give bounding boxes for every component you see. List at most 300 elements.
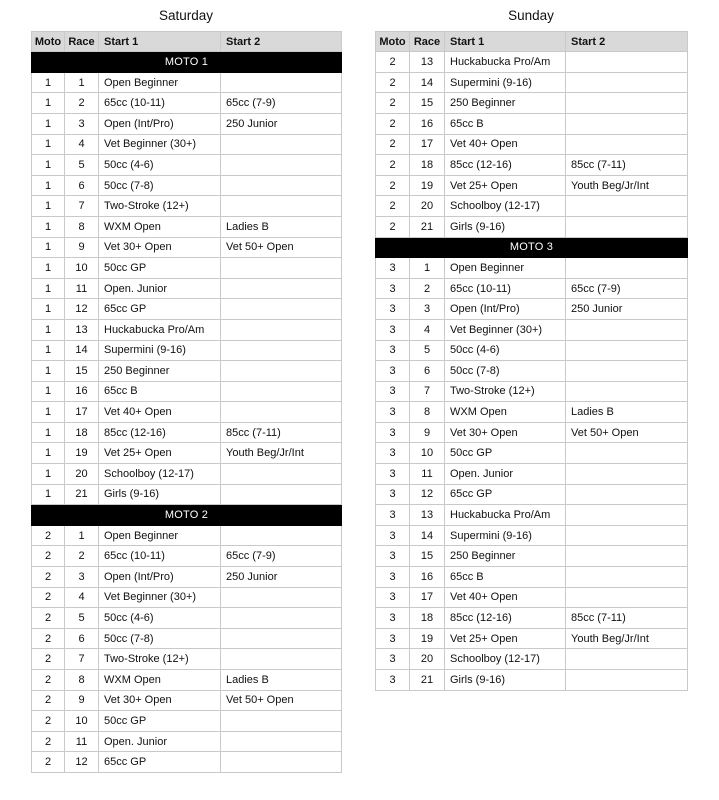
- table-row: [376, 608, 688, 629]
- moto-cell: 2: [32, 567, 65, 588]
- table-row: [376, 484, 688, 505]
- start-2-cell: [221, 608, 342, 629]
- moto-cell: 1: [32, 237, 65, 258]
- race-cell: 3: [410, 299, 445, 320]
- start-2-cell: [566, 484, 688, 505]
- moto-cell: 2: [32, 711, 65, 732]
- table-row: [376, 443, 688, 464]
- moto-cell: 3: [376, 443, 410, 464]
- start-2-cell: [221, 525, 342, 546]
- header-row: [32, 32, 342, 52]
- race-cell: 20: [410, 649, 445, 670]
- start-1-cell: Vet 25+ Open: [445, 175, 566, 196]
- start-1-cell: WXM Open: [99, 216, 221, 237]
- moto-cell: 3: [376, 587, 410, 608]
- moto-section-label: MOTO 2: [32, 505, 342, 526]
- race-cell: 12: [65, 299, 99, 320]
- moto-cell: 3: [376, 258, 410, 279]
- moto-cell: 1: [32, 422, 65, 443]
- moto-cell: 3: [376, 381, 410, 402]
- moto-cell: 2: [376, 175, 410, 196]
- start-2-cell: [566, 670, 688, 691]
- moto-cell: 3: [376, 649, 410, 670]
- race-cell: 3: [65, 567, 99, 588]
- table-row: [32, 93, 342, 114]
- moto-cell: 2: [376, 93, 410, 114]
- start-2-cell: [221, 752, 342, 773]
- moto-cell: 1: [32, 196, 65, 217]
- table-row: [32, 752, 342, 773]
- moto-cell: 2: [376, 216, 410, 237]
- header-row: [376, 32, 688, 52]
- moto-cell: 1: [32, 72, 65, 93]
- race-cell: 19: [410, 628, 445, 649]
- start-2-cell: [566, 196, 688, 217]
- start-1-cell: 65cc B: [99, 381, 221, 402]
- start-2-cell: Youth Beg/Jr/Int: [566, 628, 688, 649]
- table-row: [376, 299, 688, 320]
- moto-cell: 1: [32, 278, 65, 299]
- race-cell: 21: [410, 216, 445, 237]
- moto-cell: 3: [376, 628, 410, 649]
- race-cell: 18: [65, 422, 99, 443]
- moto-section-row: [32, 52, 342, 73]
- start-2-cell: 65cc (7-9): [221, 93, 342, 114]
- start-1-cell: 65cc GP: [445, 484, 566, 505]
- table-row: [32, 278, 342, 299]
- moto-cell: 1: [32, 216, 65, 237]
- start-1-cell: Girls (9-16): [445, 216, 566, 237]
- start-1-cell: Vet 30+ Open: [445, 422, 566, 443]
- start-1-cell: Schoolboy (12-17): [445, 196, 566, 217]
- table-row: [32, 443, 342, 464]
- race-cell: 4: [410, 319, 445, 340]
- moto-cell: 2: [32, 670, 65, 691]
- table-row: [32, 567, 342, 588]
- race-cell: 1: [65, 525, 99, 546]
- start-1-cell: Open (Int/Pro): [99, 567, 221, 588]
- moto-cell: 3: [376, 278, 410, 299]
- start-1-cell: 85cc (12-16): [445, 155, 566, 176]
- moto-cell: 1: [32, 258, 65, 279]
- table-row: [32, 361, 342, 382]
- table-row: [376, 628, 688, 649]
- start-2-cell: [566, 216, 688, 237]
- sunday-panel: [375, 0, 687, 691]
- race-cell: 13: [410, 52, 445, 73]
- table-row: [32, 731, 342, 752]
- moto-cell: 2: [32, 649, 65, 670]
- race-cell: 2: [65, 546, 99, 567]
- race-cell: 5: [410, 340, 445, 361]
- moto-cell: 1: [32, 361, 65, 382]
- moto-cell: 2: [376, 134, 410, 155]
- moto-cell: 3: [376, 422, 410, 443]
- start-1-cell: Vet 30+ Open: [99, 237, 221, 258]
- start-1-cell: Huckabucka Pro/Am: [445, 52, 566, 73]
- start-1-cell: 85cc (12-16): [99, 422, 221, 443]
- start-2-cell: [221, 731, 342, 752]
- race-cell: 1: [65, 72, 99, 93]
- table-row: [376, 340, 688, 361]
- table-row: [376, 93, 688, 114]
- start-2-cell: [566, 134, 688, 155]
- moto-cell: 2: [32, 690, 65, 711]
- start-2-cell: 250 Junior: [221, 113, 342, 134]
- table-row: [376, 546, 688, 567]
- moto-cell: 2: [32, 608, 65, 629]
- sunday-schedule-table: [375, 31, 688, 691]
- table-row: [376, 52, 688, 73]
- start-2-cell: [221, 340, 342, 361]
- start-2-cell: Vet 50+ Open: [221, 690, 342, 711]
- moto-section-label: MOTO 1: [32, 52, 342, 73]
- moto-cell: 2: [376, 155, 410, 176]
- start-1-cell: Vet Beginner (30+): [99, 587, 221, 608]
- start-1-cell: 250 Beginner: [445, 93, 566, 114]
- moto-cell: 1: [32, 402, 65, 423]
- table-row: [32, 155, 342, 176]
- start-2-cell: [221, 402, 342, 423]
- race-cell: 14: [65, 340, 99, 361]
- start-1-cell: 50cc (7-8): [99, 628, 221, 649]
- start-1-cell: Vet Beginner (30+): [445, 319, 566, 340]
- start-1-cell: 50cc GP: [99, 711, 221, 732]
- header-moto: Moto: [376, 32, 410, 52]
- start-2-cell: [221, 381, 342, 402]
- start-2-cell: Ladies B: [221, 216, 342, 237]
- table-row: [32, 649, 342, 670]
- start-1-cell: Supermini (9-16): [445, 525, 566, 546]
- race-cell: 21: [410, 670, 445, 691]
- start-1-cell: Girls (9-16): [99, 484, 221, 505]
- start-1-cell: Open (Int/Pro): [99, 113, 221, 134]
- saturday-panel: [31, 0, 341, 773]
- start-1-cell: 50cc (4-6): [99, 608, 221, 629]
- table-row: [376, 505, 688, 526]
- start-2-cell: [566, 649, 688, 670]
- race-cell: 6: [410, 361, 445, 382]
- start-2-cell: [566, 567, 688, 588]
- race-cell: 17: [410, 134, 445, 155]
- race-cell: 10: [410, 443, 445, 464]
- start-1-cell: Schoolboy (12-17): [99, 464, 221, 485]
- moto-cell: 2: [32, 731, 65, 752]
- start-1-cell: 65cc GP: [99, 752, 221, 773]
- start-1-cell: 65cc B: [445, 113, 566, 134]
- race-cell: 4: [65, 587, 99, 608]
- start-2-cell: [221, 258, 342, 279]
- table-row: [32, 608, 342, 629]
- table-row: [376, 319, 688, 340]
- start-1-cell: Open. Junior: [445, 464, 566, 485]
- start-1-cell: 250 Beginner: [445, 546, 566, 567]
- start-1-cell: Vet Beginner (30+): [99, 134, 221, 155]
- header-start-1: Start 1: [99, 32, 221, 52]
- race-cell: 7: [65, 196, 99, 217]
- start-2-cell: [221, 299, 342, 320]
- sunday-title: Sunday: [508, 8, 554, 23]
- table-row: [32, 196, 342, 217]
- moto-cell: 1: [32, 113, 65, 134]
- start-2-cell: [566, 340, 688, 361]
- start-2-cell: [221, 484, 342, 505]
- race-cell: 12: [410, 484, 445, 505]
- table-row: [32, 546, 342, 567]
- start-1-cell: Two-Stroke (12+): [445, 381, 566, 402]
- race-cell: 15: [410, 546, 445, 567]
- moto-cell: 2: [376, 72, 410, 93]
- moto-cell: 3: [376, 608, 410, 629]
- race-cell: 7: [410, 381, 445, 402]
- moto-cell: 3: [376, 670, 410, 691]
- start-1-cell: 65cc GP: [99, 299, 221, 320]
- header-race: Race: [65, 32, 99, 52]
- moto-cell: 1: [32, 381, 65, 402]
- race-cell: 15: [65, 361, 99, 382]
- table-row: [32, 299, 342, 320]
- table-row: [376, 670, 688, 691]
- start-1-cell: Vet 30+ Open: [99, 690, 221, 711]
- moto-cell: 2: [32, 587, 65, 608]
- start-2-cell: [566, 52, 688, 73]
- table-row: [376, 649, 688, 670]
- header-start-2: Start 2: [221, 32, 342, 52]
- start-1-cell: Supermini (9-16): [445, 72, 566, 93]
- table-row: [32, 402, 342, 423]
- moto-cell: 2: [376, 113, 410, 134]
- start-2-cell: [566, 546, 688, 567]
- race-cell: 11: [65, 278, 99, 299]
- table-row: [32, 319, 342, 340]
- table-row: [32, 113, 342, 134]
- moto-cell: 3: [376, 546, 410, 567]
- table-row: [376, 525, 688, 546]
- moto-cell: 2: [32, 525, 65, 546]
- start-1-cell: Supermini (9-16): [99, 340, 221, 361]
- start-1-cell: WXM Open: [445, 402, 566, 423]
- table-row: [32, 381, 342, 402]
- table-row: [376, 567, 688, 588]
- start-1-cell: 50cc (7-8): [445, 361, 566, 382]
- start-2-cell: Vet 50+ Open: [221, 237, 342, 258]
- race-cell: 9: [410, 422, 445, 443]
- race-cell: 14: [410, 72, 445, 93]
- moto-cell: 1: [32, 134, 65, 155]
- moto-cell: 1: [32, 299, 65, 320]
- race-cell: 17: [410, 587, 445, 608]
- table-row: [32, 175, 342, 196]
- start-2-cell: Vet 50+ Open: [566, 422, 688, 443]
- table-row: [376, 196, 688, 217]
- race-cell: 16: [410, 113, 445, 134]
- moto-cell: 2: [376, 52, 410, 73]
- race-cell: 12: [65, 752, 99, 773]
- moto-cell: 2: [376, 196, 410, 217]
- table-row: [376, 587, 688, 608]
- start-1-cell: Open Beginner: [445, 258, 566, 279]
- race-cell: 7: [65, 649, 99, 670]
- start-1-cell: 65cc (10-11): [99, 93, 221, 114]
- table-row: [376, 381, 688, 402]
- header-race: Race: [410, 32, 445, 52]
- race-cell: 5: [65, 155, 99, 176]
- sunday-rows: [376, 52, 688, 690]
- table-row: [376, 361, 688, 382]
- start-2-cell: [566, 319, 688, 340]
- moto-cell: 3: [376, 505, 410, 526]
- table-row: [376, 134, 688, 155]
- start-1-cell: 65cc (10-11): [445, 278, 566, 299]
- start-2-cell: [566, 361, 688, 382]
- start-1-cell: 50cc GP: [99, 258, 221, 279]
- start-1-cell: Vet 40+ Open: [445, 587, 566, 608]
- start-2-cell: [221, 319, 342, 340]
- start-2-cell: [221, 72, 342, 93]
- race-cell: 2: [65, 93, 99, 114]
- table-row: [32, 587, 342, 608]
- start-2-cell: [221, 155, 342, 176]
- moto-cell: 1: [32, 484, 65, 505]
- table-row: [376, 278, 688, 299]
- start-1-cell: Vet 25+ Open: [99, 443, 221, 464]
- start-1-cell: Schoolboy (12-17): [445, 649, 566, 670]
- table-row: [376, 155, 688, 176]
- moto-cell: 1: [32, 464, 65, 485]
- start-1-cell: Huckabucka Pro/Am: [445, 505, 566, 526]
- moto-section-label: MOTO 3: [376, 237, 688, 258]
- start-1-cell: Open. Junior: [99, 731, 221, 752]
- moto-cell: 3: [376, 361, 410, 382]
- table-row: [32, 237, 342, 258]
- moto-cell: 3: [376, 340, 410, 361]
- table-row: [376, 402, 688, 423]
- table-row: [32, 258, 342, 279]
- table-row: [32, 422, 342, 443]
- start-1-cell: 250 Beginner: [99, 361, 221, 382]
- start-2-cell: [221, 196, 342, 217]
- moto-cell: 2: [32, 752, 65, 773]
- table-row: [32, 525, 342, 546]
- table-row: [376, 464, 688, 485]
- start-1-cell: Open (Int/Pro): [445, 299, 566, 320]
- moto-cell: 2: [32, 628, 65, 649]
- moto-cell: 3: [376, 319, 410, 340]
- race-cell: 1: [410, 258, 445, 279]
- table-row: [32, 711, 342, 732]
- race-cell: 10: [65, 258, 99, 279]
- start-1-cell: Two-Stroke (12+): [99, 196, 221, 217]
- table-row: [32, 628, 342, 649]
- race-cell: 6: [65, 175, 99, 196]
- race-cell: 11: [65, 731, 99, 752]
- start-2-cell: 85cc (7-11): [221, 422, 342, 443]
- race-cell: 19: [65, 443, 99, 464]
- table-row: [376, 258, 688, 279]
- start-2-cell: 65cc (7-9): [221, 546, 342, 567]
- start-1-cell: Vet 25+ Open: [445, 628, 566, 649]
- table-row: [376, 113, 688, 134]
- saturday-rows: [32, 52, 342, 773]
- race-cell: 18: [410, 608, 445, 629]
- start-2-cell: 85cc (7-11): [566, 155, 688, 176]
- table-row: [32, 464, 342, 485]
- saturday-schedule-table: [31, 31, 342, 773]
- start-2-cell: [221, 464, 342, 485]
- start-1-cell: 85cc (12-16): [445, 608, 566, 629]
- moto-cell: 3: [376, 484, 410, 505]
- start-2-cell: [221, 649, 342, 670]
- race-cell: 17: [65, 402, 99, 423]
- table-row: [32, 72, 342, 93]
- start-2-cell: [221, 628, 342, 649]
- start-1-cell: Vet 40+ Open: [445, 134, 566, 155]
- race-cell: 9: [65, 690, 99, 711]
- start-2-cell: [566, 525, 688, 546]
- race-cell: 10: [65, 711, 99, 732]
- start-1-cell: Open Beginner: [99, 525, 221, 546]
- start-1-cell: 50cc GP: [445, 443, 566, 464]
- start-1-cell: Two-Stroke (12+): [99, 649, 221, 670]
- race-cell: 3: [65, 113, 99, 134]
- moto-cell: 3: [376, 402, 410, 423]
- moto-cell: 1: [32, 93, 65, 114]
- table-row: [376, 175, 688, 196]
- start-2-cell: [566, 464, 688, 485]
- start-1-cell: 50cc (4-6): [445, 340, 566, 361]
- moto-cell: 1: [32, 340, 65, 361]
- race-cell: 20: [410, 196, 445, 217]
- race-cell: 9: [65, 237, 99, 258]
- table-row: [376, 216, 688, 237]
- start-2-cell: [566, 443, 688, 464]
- start-1-cell: 50cc (7-8): [99, 175, 221, 196]
- race-cell: 13: [410, 505, 445, 526]
- race-cell: 6: [65, 628, 99, 649]
- moto-cell: 1: [32, 319, 65, 340]
- header-start-2: Start 2: [566, 32, 688, 52]
- start-1-cell: Open. Junior: [99, 278, 221, 299]
- start-2-cell: Ladies B: [221, 670, 342, 691]
- start-2-cell: 65cc (7-9): [566, 278, 688, 299]
- moto-section-row: [376, 237, 688, 258]
- moto-cell: 3: [376, 299, 410, 320]
- race-cell: 13: [65, 319, 99, 340]
- race-cell: 16: [65, 381, 99, 402]
- race-cell: 8: [410, 402, 445, 423]
- race-cell: 8: [65, 670, 99, 691]
- moto-cell: 2: [32, 546, 65, 567]
- moto-cell: 1: [32, 443, 65, 464]
- moto-cell: 1: [32, 155, 65, 176]
- start-2-cell: [566, 72, 688, 93]
- start-2-cell: [221, 587, 342, 608]
- start-1-cell: 50cc (4-6): [99, 155, 221, 176]
- race-cell: 8: [65, 216, 99, 237]
- race-cell: 11: [410, 464, 445, 485]
- moto-cell: 3: [376, 525, 410, 546]
- table-row: [32, 134, 342, 155]
- start-2-cell: Youth Beg/Jr/Int: [221, 443, 342, 464]
- start-2-cell: [221, 134, 342, 155]
- start-1-cell: Girls (9-16): [445, 670, 566, 691]
- start-2-cell: [566, 113, 688, 134]
- start-2-cell: 85cc (7-11): [566, 608, 688, 629]
- start-2-cell: 250 Junior: [566, 299, 688, 320]
- start-2-cell: [566, 587, 688, 608]
- start-1-cell: Vet 40+ Open: [99, 402, 221, 423]
- start-2-cell: [221, 175, 342, 196]
